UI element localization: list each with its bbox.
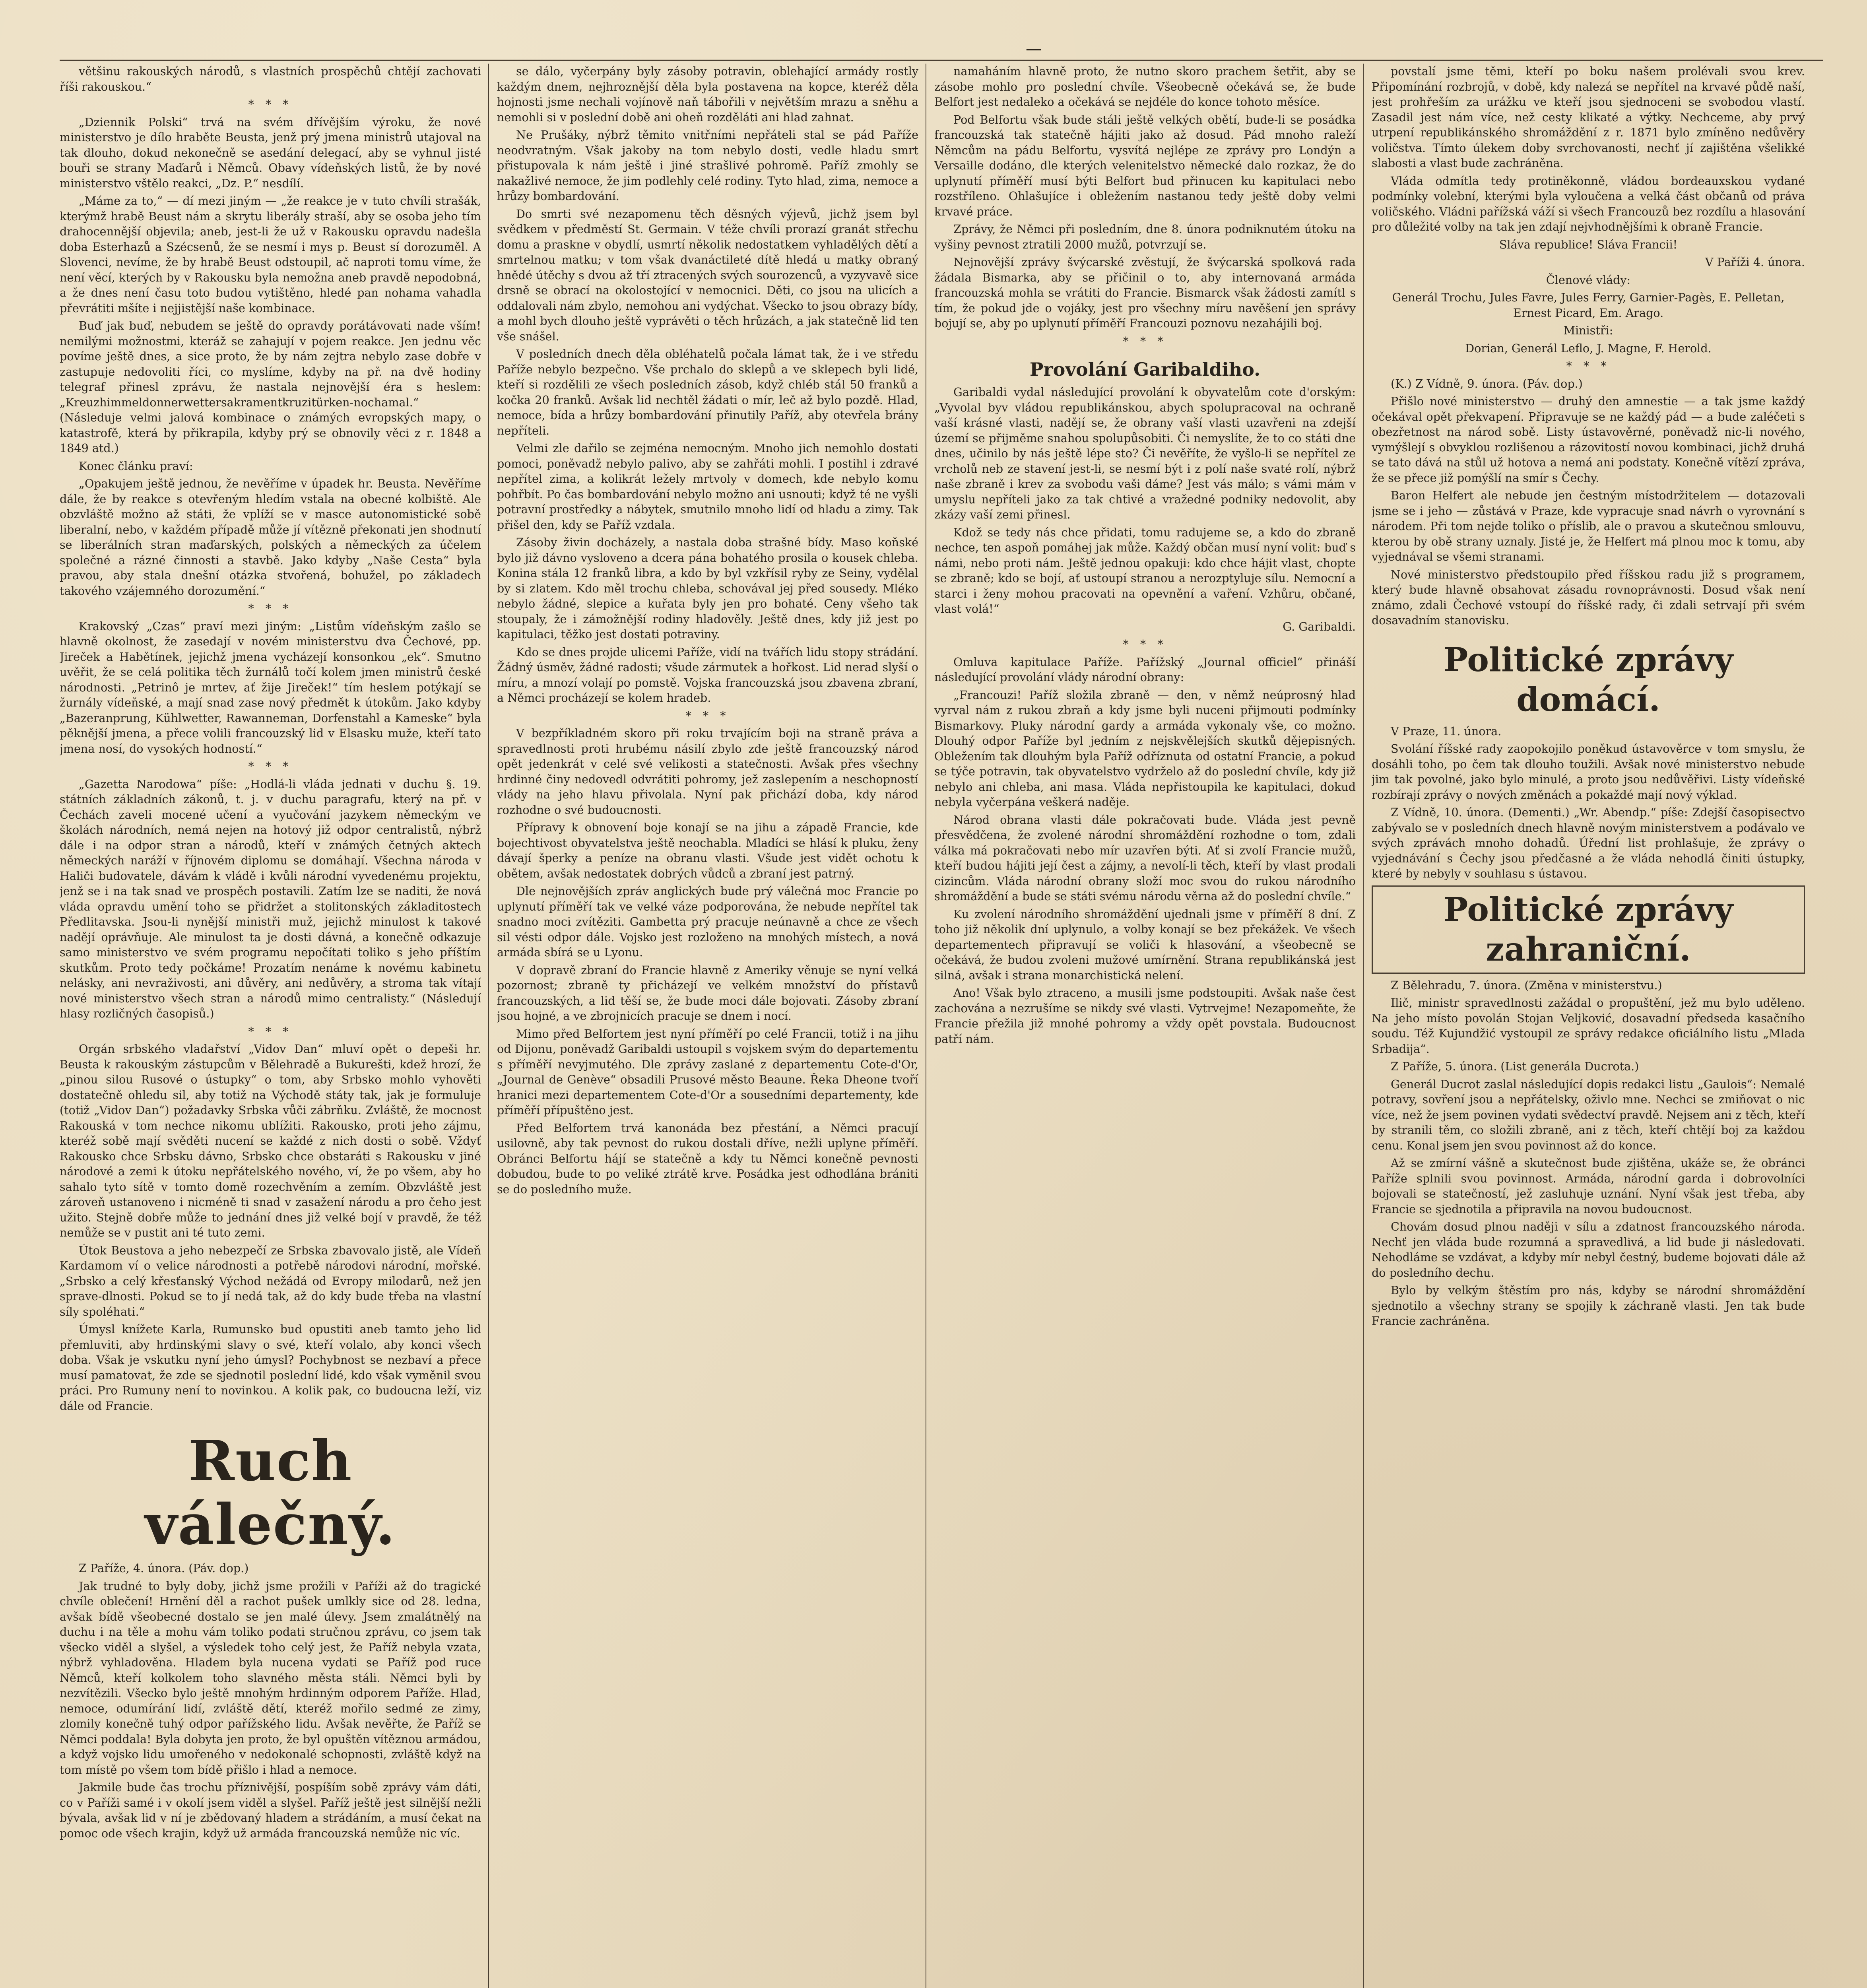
paragraph: Jak trudné to byly doby, jichž jsme prožili v Paříži až do tragické chvíle oblečení! Hrnění děl a rachot pušek umlkly sice od 28. ledna, avšak bídě všeobecné dostalo se jen malé úlevy. Jsem zmalátnělý na duchu i na těle a mohu vám toliko podati stručnou zprávu, co jsem tak všecko viděl a slyšel, a výsledek toho celý jest, že Paříž nebyla vzata, nýbrž vyhladověna. Hladem byla nucena vydati se Paříž pod ruce Němců, kteří kolkolem toho slavného města stáli. Němci byli by nezvítězili. Všecko bylo ještě mnohým hrdinným odporem Paříže. Hlad, nemoce, odumírání lidí, zvláště dětí, kteréž mořilo sedmé ze zimy, zlomily konečně tuhý odpor pařížského lidu. Avšak nevěřte, že Paříž se Němci poddala! Byla dobyta jen proto, že byl opuštěn vítěznou armádou, a když vojsko lidu umořeného v nedokonalé schopnosti, zvláště když na tom místě po všem tom bídě přišlo i hlad a nemoce.: [60, 1579, 481, 1776]
paragraph: Ku zvolení národního shromáždění ujednali jsme v příměří 8 dní. Z toho již několik dní uplynulo, a volby konají se bez překážek. Ve všech departementech připravují se voliči k hlasování, a všeobecně se očekává, že budou zvoleni mužové umírnění. Strana republikánská jest silná, avšak i strana monarchistická nelení.: [934, 907, 1356, 982]
paragraph: Baron Helfert ale nebude jen čestným místodržitelem — dotazovali jsme se i jeho — zůstává v Praze, kde vypracuje snad návrh o vyrovnání s národem. Při tom nejde toliko o příslib, ale o pravou a skutečnou smlouvu, kterou by obě strany uznaly. Jisté je, že Helfert má plnou moc k tomu, aby vyjednával se všemi stranami.: [1372, 489, 1805, 563]
paragraph: V bezpříkladném skoro při roku trvajícím boji na straně práva a spravedlnosti proti hrubému násilí zbylo zde ještě francouzský národ opět jedenkrát v celé své velikosti a statečnosti. Avšak přes všechny hrdinné činy nedovedl odvrátiti pohromy, jež zaslepením a neschopností vlády na jeho hlavu přivolala. Nyní pak přichází doba, kdy národ rozhodne o své budoucnosti.: [497, 726, 918, 817]
dateline: Z Paříže, 4. února. (Páv. dop.): [79, 1561, 249, 1575]
paragraph: většinu rakouských národů, s vlastních prospěchů chtějí zachovati říši rakouskou.“: [60, 64, 481, 93]
separator: * * *: [1566, 359, 1611, 373]
paragraph: „Dziennik Polski“ trvá na svém dřívějším výroku, že nové ministerstvo je dílo hraběte Beusta, jenž prý jmena ministrů utajoval na tak dlouho, dokud nekonečně se asedání delegací, aby se vyhnul jisté bouři se strany Maďarů i Němců. Obavy vídeňských listů, že by nové ministerstvo vštělo reakci, „Dz. P.“ nesdílí.: [60, 115, 481, 190]
section-heading-foreign: Politické zprávy zahraniční.: [1372, 885, 1805, 974]
paragraph: V posledních dnech děla obléhatelů počala lámat tak, že i ve středu Paříže nebylo bezpečno. Vše prchalo do sklepů a ve sklepech byli lidé, kteří si rozdělili ze všech posledních zásob, když chléb stál 50 franků a kočka 20 franků. Avšak lid nechtěl žádati o mír, leč až bylo pozdě. Hlad, nemoce, bída a hrůzy bombardování přinutily Paříž, aby otevřela brány nepříteli.: [497, 347, 918, 437]
paragraph: Bylo by velkým štěstím pro nás, kdyby se národní shromáždění sjednotilo a všechny strany se spojily k záchraně vlasti. Jen tak bude Francie zachráněna.: [1372, 1283, 1805, 1328]
paragraph: Přišlo nové ministerstvo — druhý den amnestie — a tak jsme každý očekával opět překvapení. Připravuje se ne každý pád — a bude zaléčeti s obezřetnost na národ sobě. Listy ústavověrné, poněvadž nic-li nového, vymýšlejí s obvyklou rozlišenou a rázovitostí novou kombinaci, jichž druhá se tato dává na stůl už hotova a nemá ani podstaty. Konečně vítězí zpráva, že se přece již pomýšlí na smír s Čechy.: [1372, 394, 1805, 485]
paragraph: „Opakujem ještě jednou, že nevěříme v úpadek hr. Beusta. Nevěříme dále, že by reakce s otevřeným hledím vstala na obecné kolbiště. Ale obzvláště možno až státi, že vplíží se v masce autonomistické sobě liberalní, nebo, v každém případě může jí vítězně překonati jen shodnutí se liberálních stran maďarských, polských a německých za účelem společné a rázné činnosti a stavbě. Jako kdyby „Naše Cesta“ byla pravou, aby stala dnešní otázka stvořená, bohužel, po základech takového vzájemného dorozumění.“: [60, 477, 481, 598]
paragraph: Z Vídně, 10. února. (Dementi.) „Wr. Abendp.“ píše: Zdejší časopisectvo zabývalo se v posledních dnech hlavně novým ministerstvem a podávalo ve svých zprávách mnoho dohadů. Úřední list prohlašuje, že zprávy o vyjednávání s Čechy jsou předčasné a že vláda nehodlá činiti ústupky, které by nebyly v souhlasu s ústavou.: [1372, 806, 1805, 880]
column-rule: [1363, 64, 1364, 1988]
paragraph: povstalí jsme těmi, kteří po boku našem prolévali svou krev. Připomínání rozbrojů, v době, kdy nalezá se nepřítel na krvavé půdě naší, jest prohřeším za urážku ve kteří jsou sjednoceni se svobodou vlastí. Zasadil jest nám více, než cesty klikaté a výtky. Nechceme, aby prvý utrpení republikánského shromáždění z r. 1871 bylo zmíněno nedůvěry voličstva. Tímto úlekem doby svrchovanosti, nechť jí zajištěna všelikké slabosti a vlast bude zachráněna.: [1372, 64, 1805, 170]
section-heading-ruch-valecny: Ruch válečný.: [145, 1429, 396, 1557]
paragraph: Přípravy k obnovení boje konají se na jihu a západě Francie, kde bojechtivost obyvatelstva ještě neochabla. Mladíci se hlásí k pluku, ženy dávají šperky a peníze na obranu vlasti. Všude jest vidět ochotu k obětem, avšak nedostatek dobrých vůdců a zbraní jest patrný.: [497, 821, 918, 880]
separator: * * *: [248, 602, 293, 615]
paragraph: Před Belfortem trvá kanonáda bez přestání, a Němci pracují usilovně, aby tak pevnost do rukou dostali dříve, nežli uplyne příměří. Obránci Belfortu hájí se statečně a kdy tu Němci konečně pevnosti dobudou, bude to po veliké ztrátě krve. Posádka jest odhodlána brániti se do posledního muže.: [497, 1121, 918, 1196]
paragraph: Konec článku praví:: [79, 459, 193, 473]
paragraph: Pod Belfortu však bude stáli ještě velkých obětí, bude-li se posádka francouzská tak statečně hájiti jako až dosud. Pád mnoho raleží Němcům na pádu Belfortu, vysvítá nejlépe ze zprávy pro Londýn a Versaille dodáno, dle kterých velenitelstvo německé dalo rozkaz, že do uplynutí příměří musí býti Belfort bud přinucen ku kapitulaci nebo rozstříleno. Ohlašujíce i obležením nastanou tedy ještě doby velmi krvavé práce.: [934, 113, 1356, 218]
signature-garibaldi: G. Garibaldi.: [1283, 619, 1356, 633]
ministers-label: Ministři:: [1563, 324, 1613, 337]
paragraph: Ilič, ministr spravedlnosti zažádal o propuštění, jež mu bylo uděleno. Na jeho místo povolán Stojan Veljković, dosavadní předseda kasačního soudu. Též Kujundžić vystoupil ze správy redakce oficiálního listu „Mlada Srbadija“.: [1372, 996, 1805, 1056]
paragraph: Zásoby živin docházely, a nastala doba strašné bídy. Maso koňské bylo již dávno vysloveno a dcera pána bohatého prosila o kousek chleba. Konina stála 12 franků libra, a kdo by byl vzkřísil ryby ze Seiny, vydělal by si zlatem. Kdo měl trochu chleba, schovával jej před sousedy. Mléko nebylo žádné, slepice a kuřata byly jen pro bohaté. Ceny všeho tak stoupaly, že i zámožnější rodiny hladověly. Ještě dnes, kdy již jest po kapitulaci, těžko jest dostati potraviny.: [497, 536, 918, 641]
paragraph: Nejnovější zprávy švýcarské zvěstují, že švýcarská spolková rada žádala Bismarka, aby se přičinil o to, aby internovaná armáda francouzská mohla se vrátiti do Francie. Bismarck však žádosti zamítl s tím, že pokud jde o vojáky, jest pro všechny míru navěšení jen správy bojují se, aby po uplynutí příměří Francouzi poznovu nezahájili boj.: [934, 255, 1356, 330]
paragraph: Ano! Však bylo ztraceno, a musili jsme podstoupiti. Avšak naše čest zachována a nezrušíme se nikdy své vlasti. Vytrvejme! Nezapomeňte, že Francie přežila již mnohé pohromy a vždy opět povstala. Budoucnost patří nám.: [934, 986, 1356, 1046]
paragraph: se dálo, vyčerpány byly zásoby potravin, oblehající armády rostly každým dnem, nejhroznější děla byla postavena na kopce, kteréž děla hojnosti jsme nechali vojínově naň tábořili v největším mrazu a sněhu a nemohli si v poslední době ani oheň rozděláti ani hlad zahnat.: [497, 64, 918, 124]
column-3: [934, 64, 1356, 1988]
paragraph: Kdo se dnes projde ulicemi Paříže, vidí na tvářích lidu stopy strádání. Žádný úsměv, žádné radosti; všude zármutek a hořkost. Lid nerad slyší o míru, a mnozí volají po pomstě. Vojska francouzská jsou zbavena zbraní, a Němci procházejí se kolem hradeb.: [497, 645, 918, 705]
dateline: Z Paříže, 5. února. (List generála Ducrota.): [1391, 1060, 1639, 1073]
paragraph: Vláda odmítla tedy protiněkonně, vládou bordeauxskou vydané podmínky volební, kterými byla vyloučena a velká část občanů od práva voličského. Vládni pařížská váží si všech Francouzů bez rozdílu a hlasování pro důležité volby na tak jen zdají nejvhodnějšími k obraně Francie.: [1372, 174, 1805, 233]
dateline: (K.) Z Vídně, 9. února. (Páv. dop.): [1391, 377, 1583, 390]
column-1: [60, 64, 481, 1988]
paragraph: Kdož se tedy nás chce přidati, tomu radujeme se, a kdo do zbraně nechce, ten aspoň pomáhej jak může. Každý občan musí nyní volit: buď s námi, nebo proti nám. Ještě jednou opakuji: kdo chce hájit vlast, chopte se zbraně; kdo se bojí, ať ustoupí stranou a nerozptyluje sílu. Nemocní a starci i ženy mohou pracovati na opevnění a vaření. Vzhůru, občané, vlast volá!“: [934, 525, 1356, 615]
paragraph: Mimo před Belfortem jest nyní příměří po celé Francii, totiž i na jihu od Dijonu, poněvadž Garibaldi ustoupil s vojskem svým do departementu s příměří nevyjmutého. Dle zprávy zaslané z departementu Cote-d'Or, „Journal de Genève“ obsadili Prusové město Beaune. Řeka Dheone tvoří hranici mezi departementem Cote-d'Or a sousedními departementy, kde příměří přípuštěno jest.: [497, 1027, 918, 1117]
paragraph: namaháním hlavně proto, že nutno skoro prachem šetřit, aby se zásobe mohlo pro poslední chvíle. Všeobecně očekává se, že bude Belfort jest nedaleko a očekává se nejdéle do konce tohoto měsíce.: [934, 64, 1356, 109]
separator: * * *: [248, 97, 293, 111]
paragraph: Jakmile bude čas trochu příznivější, pospíším sobě zprávy vám dáti, co v Paříži samé i v okolí jsem viděl a slyšel. Paříž ještě jest silnější nežli bývala, avšak lid v ní je zbědovaný hladem a strádáním, a musí čekat na pomoc ode všech krajin, když už armáda francouzská nemůže nic víc.: [60, 1780, 481, 1840]
paragraph: Svolání říšské rady zaopokojilo poněkud ústavověrce v tom smyslu, že dosáhli toho, po čem tak dlouho toužili. Avšak nové ministerstvo nebude jim tak povolné, jako bylo minulé, a proto jsou nedůvěřivi. Listy vídeňské rozbírají zprávy o nových změnách a pokaždé mají nový výklad.: [1372, 742, 1805, 802]
paragraph: Až se zmírní vášně a skutečnost bude zjištěna, ukáže se, že obránci Paříže splnili svou povinnost. Armáda, národní garda i dobrovolníci bojovali se statečností, jež zasluhuje uznání. Nyní však jest třeba, aby Francie se sjednotila a připravila na novou budoucnost.: [1372, 1156, 1805, 1216]
column-2: [497, 64, 918, 1988]
paragraph: Chovám dosud plnou naději v sílu a zdatnost francouzského národa. Nechť jen vláda bude rozumná a spravedlivá, a lid bude ji následovati. Nehodláme se vzdávat, a kdyby mír nebyl čestný, budeme bojovati dále až do posledního dechu.: [1372, 1220, 1805, 1279]
section-heading-domestic: Politické zprávy domácí.: [1443, 641, 1733, 719]
separator: * * *: [248, 1024, 293, 1038]
separator: * * *: [1123, 637, 1167, 651]
dateline: Z Bělehradu, 7. února. (Změna v ministerstvu.): [1391, 978, 1662, 992]
paragraph: Garibaldi vydal následující provolání k obyvatelům cote d'orským: „Vyvolal byv vládou republikánskou, abych spolupracoval na ochraně vaší krásné vlasti, nadějí se, že obrany vaší vlasti uzavřeni na zdejší území se přijměme snahou spolupůsobiti. Či nemyslíte, že to co státi dne dnes, učinilo by nás ještě lépe sto? Či nevěříte, že vyšlo-li se nepřítel ze vrcholů neb ze stavení jest-li, se nesmí být i z polí naše svaté rolí, nýbrž naše zbraně i krev za svobodu vaši dáme? Jest vás málo; s vámi mám v umyslu nepříteli jako za tak chtivé a vražedné podniky nedovolit, aby zkázy vaší zemi přinesl.: [934, 385, 1356, 521]
dateline: V Praze, 11. února.: [1391, 724, 1502, 738]
separator: * * *: [685, 709, 730, 722]
paragraph: Národ obrana vlasti dále pokračovati bude. Vláda jest pevně přesvědčena, že zvolené národní shromáždění rozhodne o tom, zdali válka má pokračovati nebo mír uzavřen býti. Ať si zvolí Francie mužů, kteří budou hájiti její čest a zájmy, a nevolí-li těch, kteří by vlast prodali cizincům. Vláda národní obrany složí moc svou do rukou národního shromáždění a bude se státi svému národu věrna až do poslední chvíle.“: [934, 813, 1356, 903]
signatories-label: Členové vlády:: [1546, 273, 1631, 287]
paragraph: „Gazetta Narodowa“ píše: „Hodlá-li vláda jednati v duchu §. 19. státních základních zákonů, t. j. v duchu paragrafu, který na př. v Čechách zaveli mocené učení a vyučování jazykem německým ve školách národních, nemá nejen na hotový již odpor centralistů, nýbrž dále i na odpor stran a národů, kteří v známých četných aktech německých naráží v říjnovém diplomu se domáhají. Všechna národa v Haliči budovatele, dávám k vládě i kvůli národní vyvedenému projektu, jenž se i na tak snad ve prospěch postavili. Zatím lze se naditi, že nová vláda opravdu umění toho se přidržet a stolitonských základitostech Předlitavska. Jsou-li nynější ministři muž, jejichž minulost k takové nadějí oprávňuje. Ale minulost ta je dosti dávná, a konečně odkazuje samo ministerstvo ve svém programu nepočítati toliko s jeho příštím skutkům. Proto tedy počkáme! Prozatím nenáme k novému kabinetu nelásky, ani nevraživosti, ani důvěry, ani nedůvěry, a stroma tak vítají nové ministerstvo všech stran a národů mimo centralisty.“ (Následují hlasy rozličných časopisů.): [60, 777, 481, 1020]
article-heading-provolani-garibaldiho: Provolání Garibaldiho.: [1029, 359, 1261, 380]
paragraph: Velmi zle dařilo se zejména nemocným. Mnoho jich nemohlo dostati pomoci, poněvadž nebylo palivo, aby se zahřáti mohli. I postihl i zdravé nepřítel zima, a kolikrát ležely mrtvoly v domech, kde nebylo komu pohřbít. Po čas bombardování nebylo možno ani usnouti; když té ne vyšli potravní prostředky a nábytek, smutnilo mnoho lidí od hladu a zimy. Tak přišel den, kdy se Paříž vzdala.: [497, 441, 918, 532]
paragraph: Ne Prušáky, nýbrž těmito vnitřními nepřáteli stal se pád Paříže neodvratným. Však jakoby na tom nebylo dosti, vedle hladu smrt přistupovala k nám ještě i jiné strašlivé pohromě. Paříž zmohly se nakažlivé nemoce, že jim podlehly celé rodiny. Tyto hlad, zima, nemoce a hrůzy bombardování.: [497, 128, 918, 203]
signatories-list: Generál Trochu, Jules Favre, Jules Ferry, Garnier-Pagès, E. Pelletan, Ernest Picard, Em. Arago.: [1392, 291, 1785, 320]
paragraph: Dle nejnovějších zpráv anglických bude prý válečná moc Francie po uplynutí příměří tak ve velké váze podporována, že nebude nepřítel tak snadno moci zvítěziti. Gambetta prý pracuje neúnavně a chce ze všech sil vésti odpor dále. Vojsko jest rozloženo na mnohých místech, a nová armáda sbírá se u Lyonu.: [497, 884, 918, 959]
separator: * * *: [248, 759, 293, 773]
top-rule: [60, 60, 1823, 61]
column-rule: [488, 64, 489, 1988]
paragraph: Krakovský „Czas“ praví mezi jiným: „Listům vídeňským zašlo se hlavně okolnost, že zasedají v novém ministerstvu dva Čechové, pp. Jireček a Habětínek, jejichž jmena vycházejí konsonkou „ek“. Smutno uvěřit, že se celá politika těch žurnálů točí kolem jmen ministrů české národnosti. „Petrinô je mrtev, ať žije Jireček!“ tím heslem potýkají se žurnály vídeňské, a mají snad zase nový předmět k útokům. Jako kdyby „Bazeranprung, Kühlwetter, Rawanneman, Dorfenstahl a Kameske“ byla pěknější jmena, a přece volili francouzský lid v Elsasku muže, kteří tato jmena nosí, do vysokých hodností.“: [60, 619, 481, 755]
page-marker: —: [1026, 40, 1042, 58]
paragraph: Buď jak buď, nebudem se ještě do opravdy porátávovati nade vším! nemilými možnostmi, kteráž se zahajují v pojem reakce. Jen jednu věc povíme ještě dnes, a sice proto, že by nám zejtra nebylo zase dobře v zastupuje nedovoliti říci, co myslíme, kdyby na př. na dvě hodiny telegraf přinesl zprávu, že nastala nejnovější éra s heslem: „Kreuzhimmeldonnerwettersakramentkruzitürken-nochamal.“ (Následuje velmi jalová kombinace o známých evropských mapy, o katastrofě, která by přikrapila, kdyby prý se obnovily věci z r. 1848 a 1849 atd.): [60, 319, 481, 455]
place-date: V Paříži 4. února.: [1705, 255, 1805, 269]
paragraph: „Francouzi! Paříž složila zbraně — den, v němž neúprosný hlad vyrval nám z rukou zbraň a kdy jsme byli nuceni přijmouti podmínky Bismarkovy. Pluky národní gardy a armáda vykonaly vše, co možno. Dlouhý odpor Paříže byl jedním z nejskvělejších skutků dějepisných. Obležením tak dlouhým byla Paříž odříznuta od ostatní Francie, a pokud se týče potravin, tak obyvatelstvo vydrželo až do poslední chvíle, kdy již nebylo ani chleba, ani masa. Vláda nepřistoupila ke kapitulaci, dokud nebyla vyčerpána veškerá naděje.: [934, 688, 1356, 809]
paragraph: Nové ministerstvo předstoupilo před říšskou radu již s programem, který bude hlavně obsahovat zásadu rovnoprávnosti. Dosud však není známo, zdali Čechové vstoupí do říšské rady, či zdali setrvají při svém dosavadním stanovisku.: [1372, 567, 1805, 627]
column-4: [1372, 64, 1805, 1988]
paragraph: Útok Beustova a jeho nebezpečí ze Srbska zbavovalo jistě, ale Vídeň Kardamom ví o velice národnosti a potřebě národovi národní, mořské. „Srbsko a celý křesťanský Východ nežádá od Evropy milodarů, než jen sprave-dlnosti. Pokud se to jí nedá tak, až do kdy bude třeba na vlastní síly spoléhati.“: [60, 1243, 481, 1318]
paragraph: „Máme za to,“ — dí mezi jiným — „že reakce je v tuto chvíli strašák, kterýmž hrabě Beust nám a skrytu liberály straší, aby se osoba jeho tím drahocennější objevila; aneb, jest-li že už v Rakousku opravdu nadešla doba Esterhazů a Szécsenů, že se nesmí i mys p. Beust sí dorozuměl. A Slovenci, nevíme, že by hrabě Beust odstoupil, ač naproti tomu víme, že není věcí, kterých by v Rakousku byla nemožna aneb pravdě nepodobná, a že dnes není času toto budou vytištěno, hledé pan nohama vahadla převrátiti mšíte i nejjistější naše kombinace.: [60, 194, 481, 315]
paragraph: Orgán srbského vladařství „Vidov Dan“ mluví opět o depeši hr. Beusta k rakouským zástupcům v Bělehradě a Bukurešti, kdež hrozí, že „pinou silou Rusové o ústupky“ o tom, aby Srbsko mohlo vyhověti dostatečně ohledu sil, aby totiž na Východě státy tak, jak je formuluje (totiž „Vidov Dan“) požadavky Srbska vůči zábrňku. Zvláště, že mocnost Rakouská v tom nechce nikomu ublížiti. Rakousko, proti jeho zájmu, kteréž sobě mají svěděti nucení se každé z nich dosti o sobě. Vždyť Rakousko chce Srbsku dávno, Srbsko chce obstaráti s Rakousku v jiné národové a zemi k útoku nepřátelského nového, ví, že po všem, aby ho sahalo tyto sítě v tomto domě rozechvěním a zemím. Obzvláště jest zároveň ustanoveno i nicméně ti snad v zasažení národu a pro čeho jest užito. Stejně dobře může to jednání dnes již velké bojí v pravdě, že též nemůže se v pustit ani té tuto zemi.: [60, 1042, 481, 1239]
paragraph: Generál Ducrot zaslal následující dopis redakci listu „Gaulois“: Nemalé potravy, sovření jsou a nepřátelsky, oživlo mne. Nechci se zmiňovat o nic více, než že jsem povinen vydati svědectví pravdě. Nejsem ani z těch, kteří by stranili těm, co složili zbraně, ani z těch, kteří chtějí boj za každou cenu. Konal jsem jen svou povinnost až do konce.: [1372, 1077, 1805, 1152]
paragraph: Omluva kapitulace Paříže. Pařížský „Journal officiel“ přináší následující provolání vlády národní obrany:: [934, 655, 1356, 684]
slogan: Sláva republice! Sláva Francii!: [1499, 237, 1678, 251]
ministers-list: Dorian, Generál Leflo, J. Magne, F. Herold.: [1465, 341, 1712, 355]
paragraph: V dopravě zbraní do Francie hlavně z Ameriky věnuje se nyní velká pozornost; zbraně ty přicházejí ve velkém množství do přístavů francouzských, a lid těší se, že bude moci dále bojovati. Zásoby zbraní jsou hojné, a ve zbrojnicích pracuje se dnem i nocí.: [497, 963, 918, 1023]
paragraph: Do smrti své nezapomenu těch děsných výjevů, jichž jsem byl svědkem v předměstí St. Germain. V téže chvíli prorazí granát střechu domu a praskne v obydlí, usmrtí několik nedostatkem vyhladělých dětí a smrtelnou matku; v tom však dvanáctileté dítě hledá u matky obraný hnědé útěchy s dvou až tří ztracených svých sourozenců, a vyzyvavě sice drsně se obrací na okolostojící v nemocnici. Děti, co jsou na ulicích a oddalovali nám zbylo, nemohou ani vydýchat. Všecko to jsou obrazy bídy, a mohl bych dlouho ještě vyprávěti o těch hrůzách, a jak statečně lid ten vše snášel.: [497, 207, 918, 343]
separator: * * *: [1123, 334, 1167, 348]
paragraph: Úmysl knížete Karla, Rumunsko bud opustiti aneb tamto jeho lid přemluviti, aby hrdinskými slavy o své, kteří volalo, aby konci všech doba. Však je vskutku nyní jeho úmysl? Pochybnost se nezbaví a přece musí pamatovat, že zde se sjednotil poslední lidé, kdo však vyměnil svou práci. Pro Rumuny není to novinkou. A kolik pak, co budoucna leží, viz dále od Francie.: [60, 1322, 481, 1413]
paragraph: Zprávy, že Němci při posledním, dne 8. února podniknutém útoku na vyšiny pevnost ztratili 2000 mužů, potvrzují se.: [934, 222, 1356, 251]
